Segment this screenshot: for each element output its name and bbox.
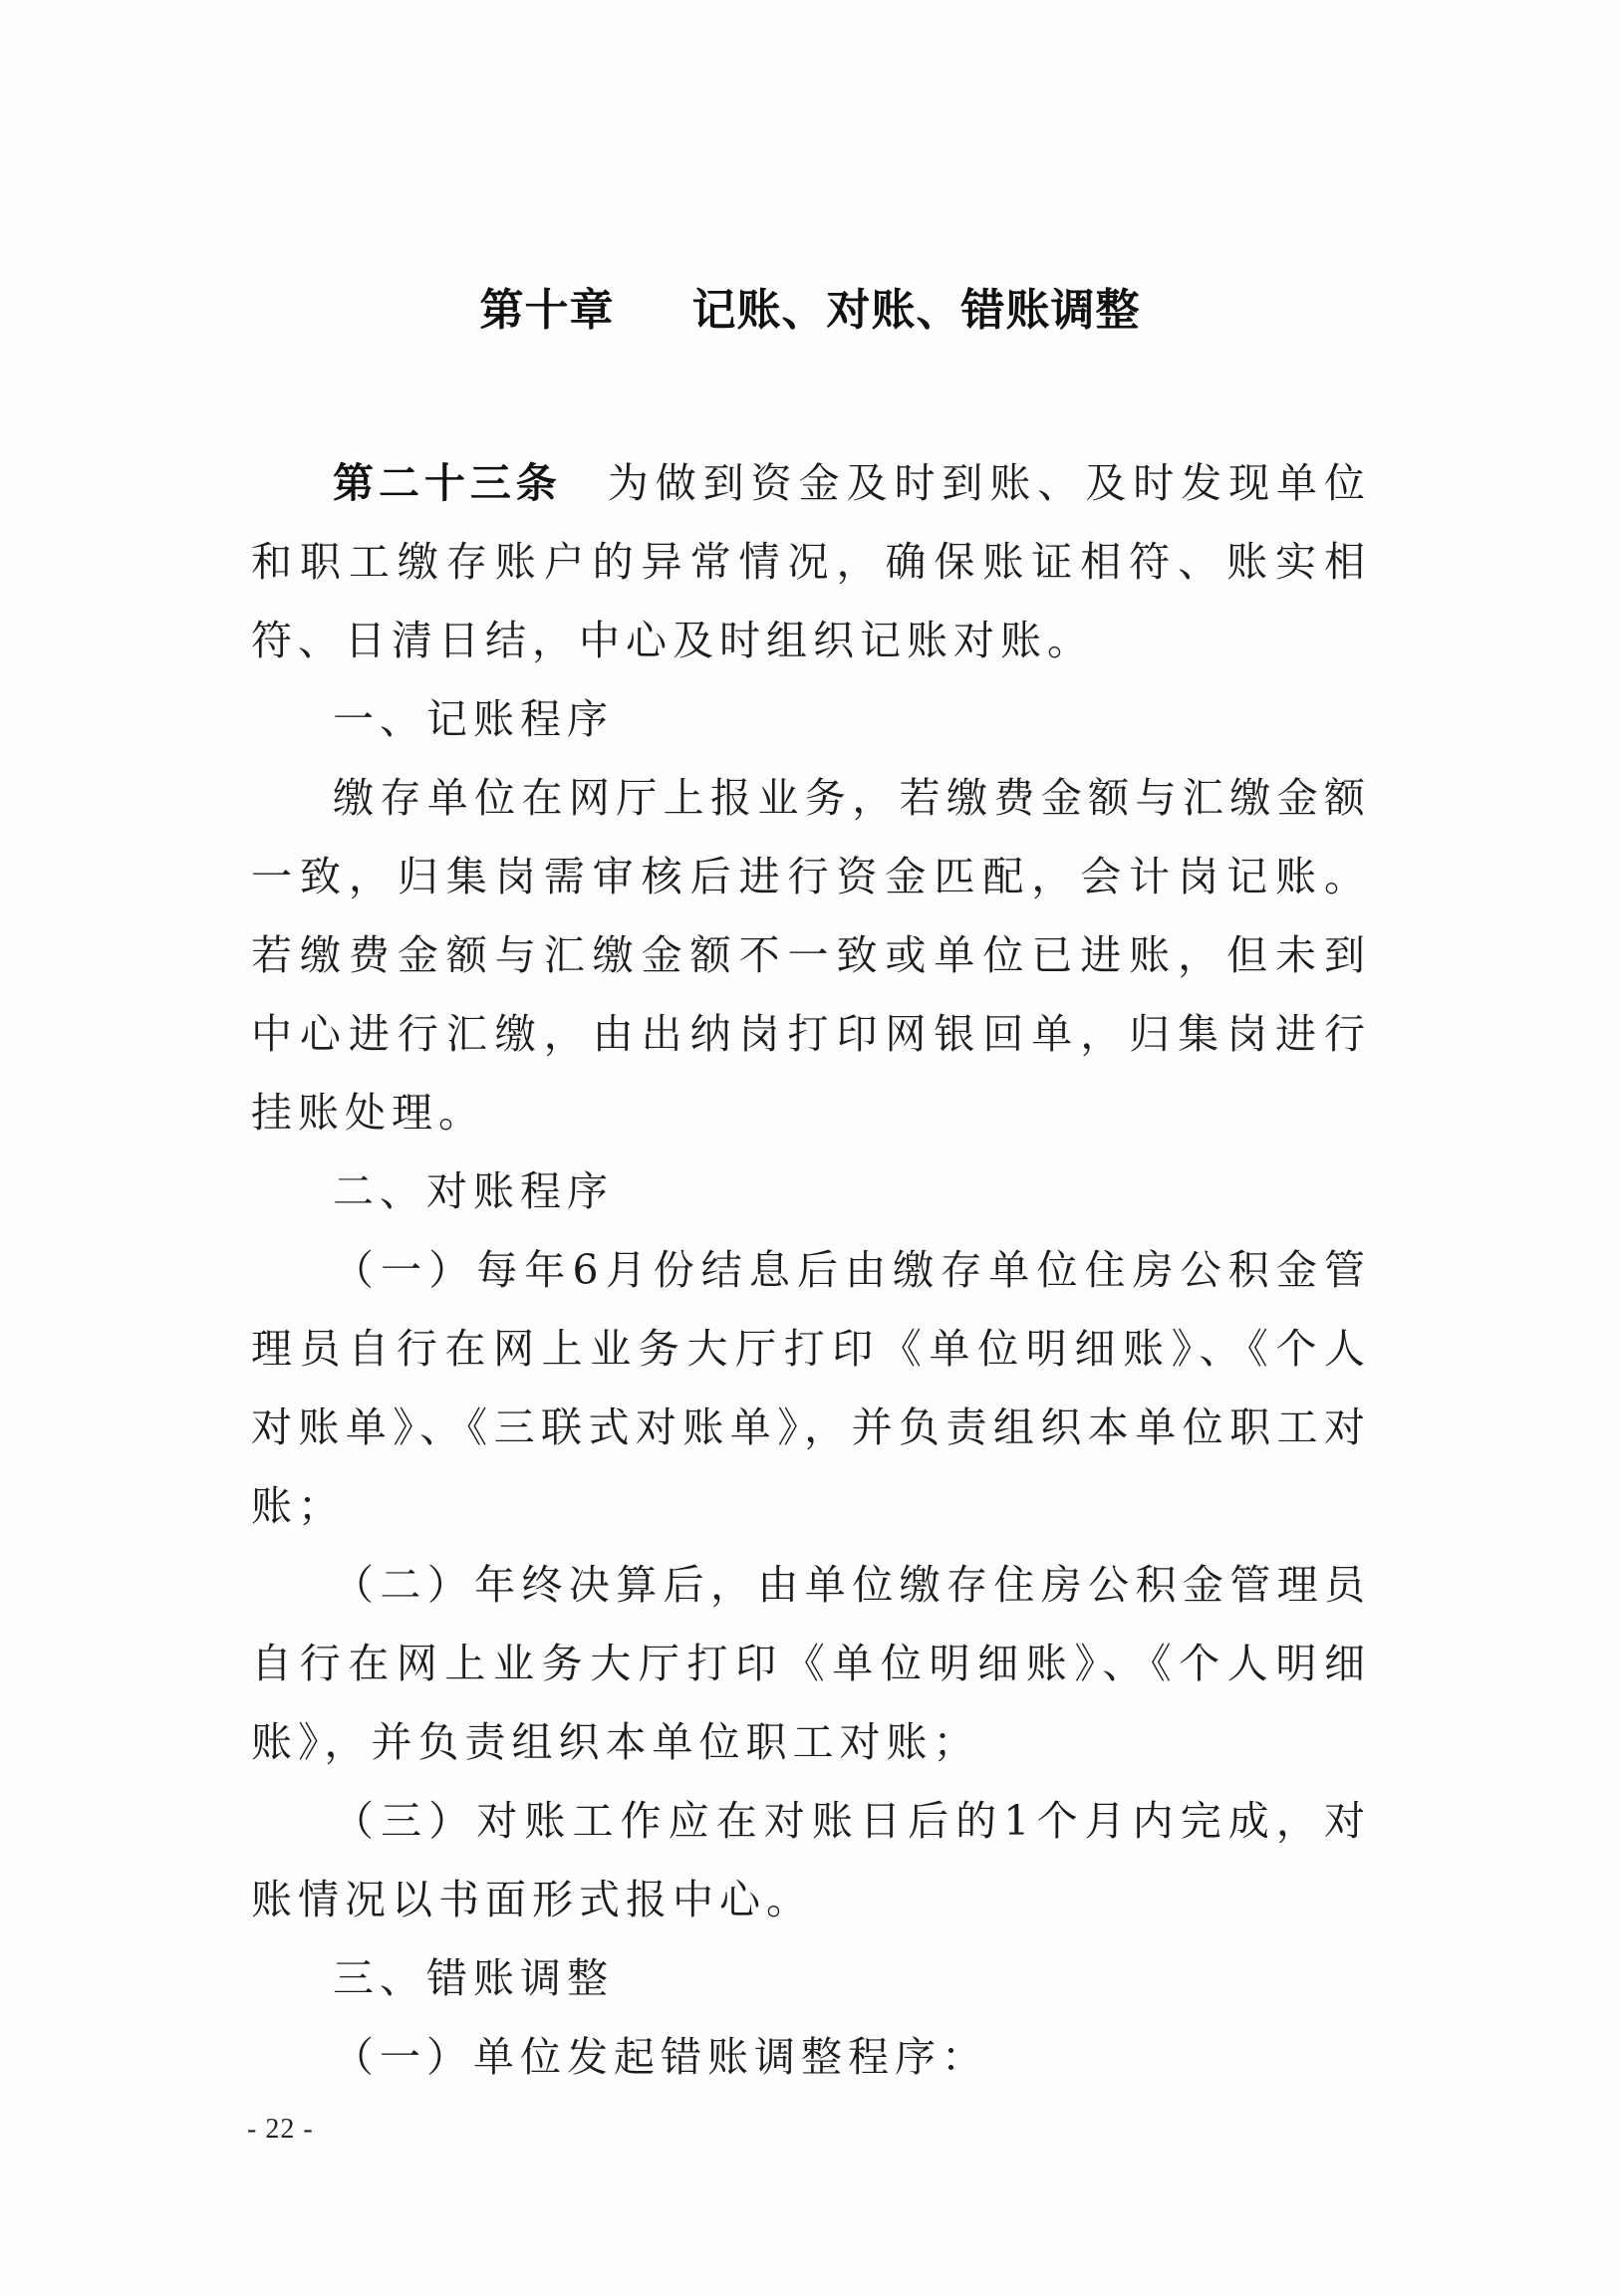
article-text: 为做到资金及时到账、及时发现单位和职工缴存账户的异常情况，确保账证相符、账实相符、日清日结，中心及时组织记账对账。 xyxy=(251,459,1371,664)
article-paragraph xyxy=(251,444,1371,680)
reconciliation-item-1: （一）每年6月份结息后由缴存单位住房公积金管理员自行在网上业务大厅打印《单位明细账》、《个人对账单》、《三联式对账单》，并负责组织本单位职工对账； xyxy=(251,1246,1371,1530)
section-heading-error-adjustment: 三、错账调整 xyxy=(333,1954,614,2002)
reconciliation-item-2: （二）年终决算后，由单位缴存住房公积金管理员自行在网上业务大厅打印《单位明细账》、《个人明细账》，并负责组织本单位职工对账； xyxy=(251,1561,1371,1766)
article-number: 第二十三条 xyxy=(333,459,562,507)
document-body xyxy=(251,444,1371,2097)
section-heading-bookkeeping: 一、记账程序 xyxy=(333,695,614,743)
chapter-number: 第十章 xyxy=(479,285,615,336)
bookkeeping-paragraph: 缴存单位在网厅上报业务，若缴费金额与汇缴金额一致，归集岗需审核后进行资金匹配，会计岗记账。若缴费金额与汇缴金额不一致或单位已进账，但未到中心进行汇缴，由出纳岗打印网银回单，归集岗进行挂账处理。 xyxy=(251,774,1371,1137)
section-heading-reconciliation: 二、对账程序 xyxy=(333,1167,614,1215)
error-adjustment-item-1: （一）单位发起错账调整程序： xyxy=(333,2033,988,2081)
chapter-title xyxy=(0,281,1620,341)
page-number: - 22 - xyxy=(247,2114,314,2145)
chapter-heading: 记账、对账、错账调整 xyxy=(691,285,1141,336)
reconciliation-item-3: （三）对账工作应在对账日后的1个月内完成，对账情况以书面形式报中心。 xyxy=(251,1797,1371,1923)
